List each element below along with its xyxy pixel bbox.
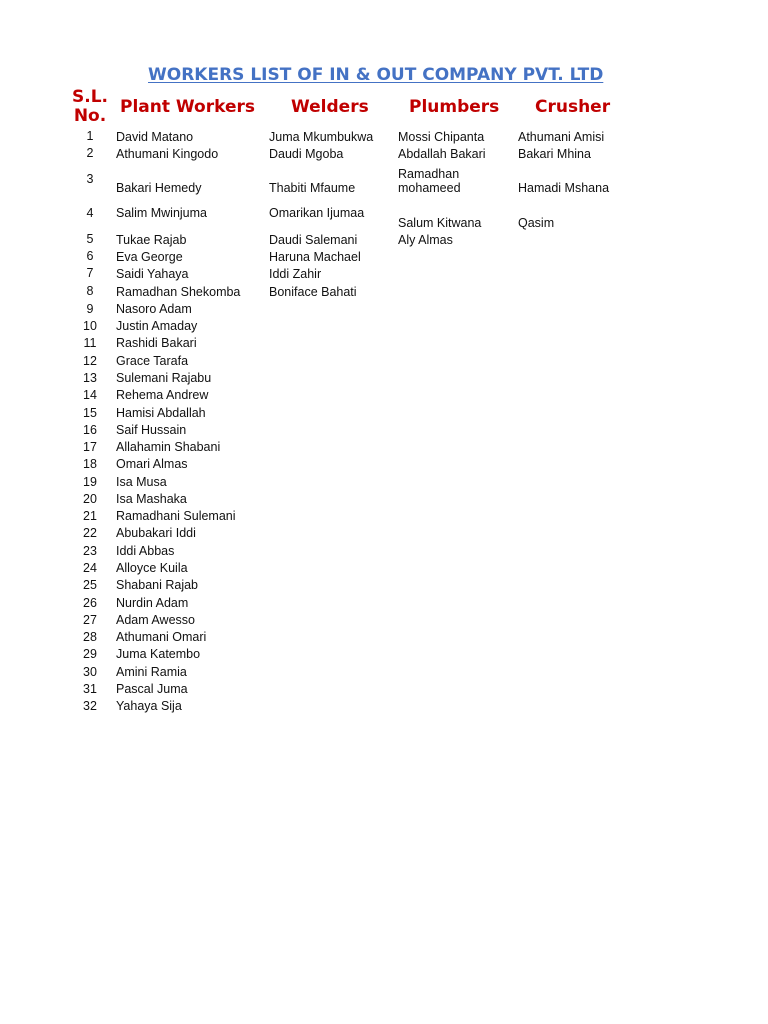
plant-worker-name: David Matano — [116, 130, 194, 144]
row-number: 5 — [86, 232, 94, 246]
plant-worker-name: Saif Hussain — [116, 423, 187, 437]
table-row — [0, 371, 768, 388]
welder-name: Iddi Zahir — [269, 267, 322, 281]
table-row — [0, 406, 768, 423]
plant-worker-name: Tukae Rajab — [116, 233, 187, 247]
plant-worker-name: Adam Awesso — [116, 613, 195, 627]
table-row — [0, 509, 768, 526]
plant-worker-name: Bakari Hemedy — [116, 181, 202, 195]
header-plant-workers: Plant Workers — [120, 97, 255, 117]
table-row — [0, 388, 768, 405]
row-number: 14 — [83, 388, 97, 402]
plant-worker-name: Pascal Juma — [116, 682, 188, 696]
row-number: 12 — [83, 354, 97, 368]
welder-name: Thabiti Mfaume — [269, 181, 356, 195]
plant-worker-name: Iddi Abbas — [116, 544, 175, 558]
table-row — [0, 423, 768, 440]
row-number: 2 — [86, 146, 94, 160]
row-number: 13 — [83, 371, 97, 385]
plant-worker-name: Isa Musa — [116, 475, 167, 489]
table-row — [0, 440, 768, 457]
plant-worker-name: Justin Amaday — [116, 319, 198, 333]
plumber-name: Abdallah Bakari — [398, 147, 486, 161]
plant-worker-name: Shabani Rajab — [116, 578, 199, 592]
row-number: 21 — [83, 509, 97, 523]
row-number: 8 — [86, 284, 94, 298]
plant-worker-name: Ramadhani Sulemani — [116, 509, 236, 523]
crusher-name: Qasim — [518, 216, 555, 230]
table-row — [0, 167, 768, 202]
row-number: 19 — [83, 475, 97, 489]
plant-worker-name: Amini Ramia — [116, 665, 187, 679]
table-row — [0, 475, 768, 492]
table-row — [0, 206, 768, 232]
table-row — [0, 561, 768, 578]
row-number: 22 — [83, 526, 97, 540]
plant-worker-name: Athumani Kingodo — [116, 147, 219, 161]
table-row — [0, 354, 768, 371]
plant-worker-name: Sulemani Rajabu — [116, 371, 212, 385]
table-row — [0, 578, 768, 595]
plant-worker-name: Juma Katembo — [116, 647, 201, 661]
row-number: 18 — [83, 457, 97, 471]
row-number: 1 — [86, 129, 94, 143]
row-number: 15 — [83, 406, 97, 420]
plant-worker-name: Ramadhan Shekomba — [116, 285, 241, 299]
row-number: 30 — [83, 665, 97, 679]
welder-name: Juma Mkumbukwa — [269, 130, 374, 144]
plumber-name-line1: Ramadhan — [398, 167, 460, 181]
welder-name: Haruna Machael — [269, 250, 361, 264]
plumber-name: Aly Almas — [398, 233, 453, 247]
row-number: 17 — [83, 440, 97, 454]
table-row — [0, 492, 768, 509]
row-number: 29 — [83, 647, 97, 661]
table-row — [0, 319, 768, 336]
table-row — [0, 284, 768, 301]
plant-worker-name: Allahamin Shabani — [116, 440, 221, 454]
plant-worker-name: Isa Mashaka — [116, 492, 187, 506]
header-plumbers: Plumbers — [409, 97, 500, 117]
welder-name: Daudi Salemani — [269, 233, 358, 247]
table-row — [0, 302, 768, 319]
plant-worker-name: Alloyce Kuila — [116, 561, 188, 575]
plumber-name-line2: mohameed — [398, 181, 461, 195]
table-row — [0, 232, 768, 249]
table-row — [0, 699, 768, 716]
row-number: 3 — [86, 172, 94, 186]
header-welders: Welders — [291, 97, 369, 117]
table-row — [0, 336, 768, 353]
row-number: 11 — [83, 336, 97, 350]
table-row — [0, 526, 768, 543]
plant-worker-name: Saidi Yahaya — [116, 267, 189, 281]
plumber-name: Salum Kitwana — [398, 216, 482, 230]
plant-worker-name: Athumani Omari — [116, 630, 207, 644]
table-row — [0, 596, 768, 613]
table-row — [0, 146, 768, 163]
table-row — [0, 630, 768, 647]
row-number: 31 — [83, 682, 97, 696]
plant-worker-name: Omari Almas — [116, 457, 188, 471]
table-row — [0, 544, 768, 561]
table-row — [0, 613, 768, 630]
plant-worker-name: Yahaya Sija — [116, 699, 182, 713]
table-row — [0, 682, 768, 699]
plant-worker-name: Grace Tarafa — [116, 354, 189, 368]
row-number: 16 — [83, 423, 97, 437]
plant-worker-name: Eva George — [116, 250, 183, 264]
row-number: 27 — [83, 613, 97, 627]
row-number: 6 — [86, 249, 94, 263]
welder-name: Daudi Mgoba — [269, 147, 344, 161]
table-row — [0, 647, 768, 664]
welder-name: Omarikan Ijumaa — [269, 206, 365, 220]
plant-worker-name: Abubakari Iddi — [116, 526, 196, 540]
plant-worker-name: Rashidi Bakari — [116, 336, 197, 350]
row-number: 28 — [83, 630, 97, 644]
plant-worker-name: Hamisi Abdallah — [116, 406, 206, 420]
plumber-name: Mossi Chipanta — [398, 130, 485, 144]
row-number: 23 — [83, 544, 97, 558]
row-number: 4 — [86, 206, 94, 220]
plant-worker-name: Rehema Andrew — [116, 388, 209, 402]
row-number: 9 — [86, 302, 94, 316]
row-number: 25 — [83, 578, 97, 592]
header-crusher: Crusher — [535, 97, 611, 117]
document-title: WORKERS LIST OF IN & OUT COMPANY PVT. LTD — [148, 65, 604, 85]
plant-worker-name: Nurdin Adam — [116, 596, 189, 610]
plant-worker-name: Nasoro Adam — [116, 302, 192, 316]
table-row — [0, 457, 768, 474]
crusher-name: Hamadi Mshana — [518, 181, 610, 195]
table-row — [0, 249, 768, 266]
header-sl-no: S.L. No. — [72, 87, 108, 126]
table-row — [0, 665, 768, 682]
row-number: 10 — [83, 319, 97, 333]
plant-worker-name: Salim Mwinjuma — [116, 206, 207, 220]
row-number: 26 — [83, 596, 97, 610]
welder-name: Boniface Bahati — [269, 285, 357, 299]
table-row — [0, 129, 768, 146]
row-number: 24 — [83, 561, 97, 575]
row-number: 32 — [83, 699, 97, 713]
crusher-name: Athumani Amisi — [518, 130, 605, 144]
row-number: 7 — [86, 266, 94, 280]
crusher-name: Bakari Mhina — [518, 147, 591, 161]
table-row — [0, 266, 768, 283]
row-number: 20 — [83, 492, 97, 506]
